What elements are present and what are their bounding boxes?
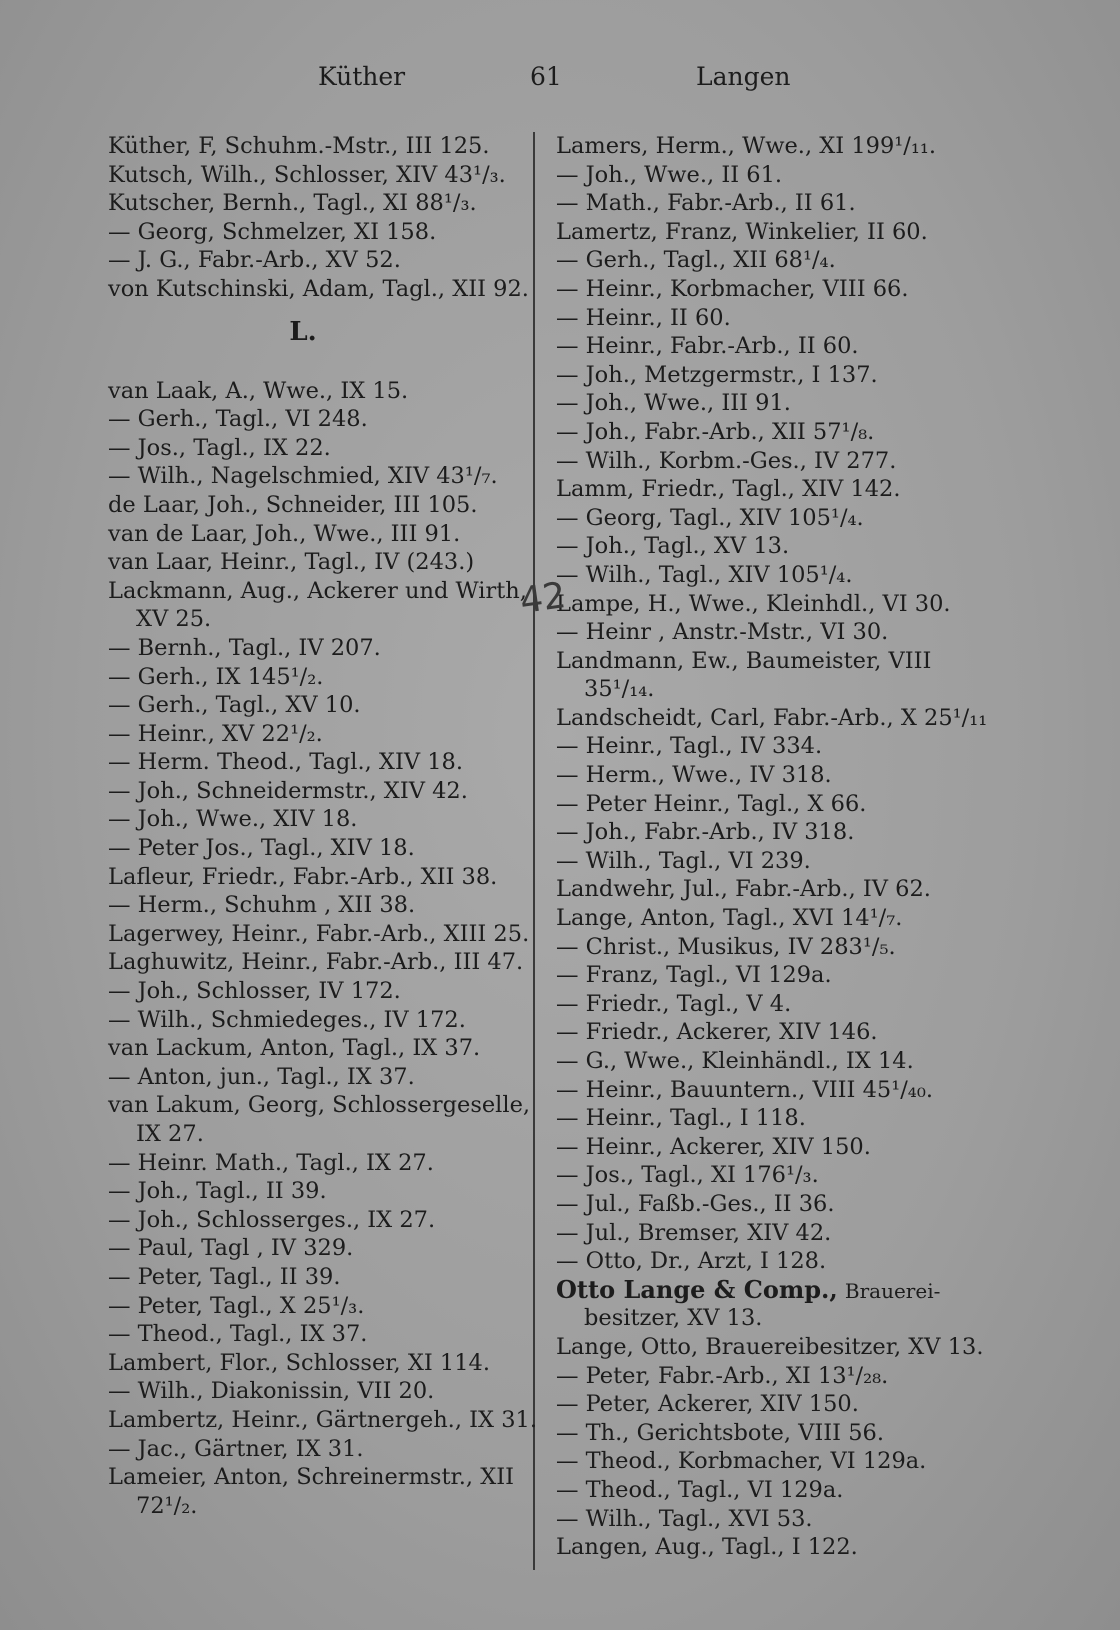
directory-entry: — J. G., Fabr.-Arb., XV 52. xyxy=(108,247,401,274)
directory-entry: — Otto, Dr., Arzt, I 128. xyxy=(556,1248,827,1275)
directory-entry: von Kutschinski, Adam, Tagl., XII 92. xyxy=(108,275,529,302)
directory-entry: — Heinr., Fabr.-Arb., II 60. xyxy=(556,333,859,360)
directory-entry: — Georg, Tagl., XIV 105¹/₄. xyxy=(556,504,864,531)
directory-entry: van Laar, Heinr., Tagl., IV (243.) xyxy=(108,549,475,576)
directory-entry: Lambertz, Heinr., Gärtnergeh., IX 31. xyxy=(108,1406,537,1433)
directory-entry: — Joh., Tagl., II 39. xyxy=(108,1178,327,1205)
directory-entry: — Wilh., Schmiedeges., IV 172. xyxy=(108,1006,466,1033)
header-right-keyword: Langen xyxy=(696,62,791,91)
directory-entry-continuation: IX 27. xyxy=(136,1121,204,1147)
directory-entry: van de Laar, Joh., Wwe., III 91. xyxy=(108,520,461,547)
directory-entry: Langen, Aug., Tagl., I 122. xyxy=(556,1534,858,1561)
directory-entry: — Wilh., Tagl., XVI 53. xyxy=(556,1505,813,1532)
directory-entry: — Gerh., IX 145¹/₂. xyxy=(108,663,324,690)
directory-entry: Landwehr, Jul., Fabr.-Arb., IV 62. xyxy=(556,876,931,903)
directory-entry: — Theod., Tagl., VI 129a. xyxy=(556,1476,844,1503)
directory-entry: — Wilh., Tagl., VI 239. xyxy=(556,847,811,874)
directory-entry: — Joh., Schneidermstr., XIV 42. xyxy=(108,777,468,804)
directory-entry: Lackmann, Aug., Ackerer und Wirth, xyxy=(108,577,527,604)
directory-entry: Laghuwitz, Heinr., Fabr.-Arb., III 47. xyxy=(108,949,524,976)
directory-entry: — Wilh., Tagl., XIV 105¹/₄. xyxy=(556,561,853,588)
directory-entry: — Peter Heinr., Tagl., X 66. xyxy=(556,790,867,817)
directory-entry: — Paul, Tagl , IV 329. xyxy=(108,1235,354,1262)
directory-entry: — Herm., Schuhm , XII 38. xyxy=(108,892,416,919)
directory-entry: Lambert, Flor., Schlosser, XI 114. xyxy=(108,1349,491,1376)
right-column xyxy=(556,132,986,1562)
directory-entry: Lagerwey, Heinr., Fabr.-Arb., XIII 25. xyxy=(108,920,530,947)
directory-entry: Kutsch, Wilh., Schlosser, XIV 43¹/₃. xyxy=(108,161,506,188)
directory-entry: — Heinr., Bauuntern., VIII 45¹/₄₀. xyxy=(556,1076,933,1103)
directory-entry: — Christ., Musikus, IV 283¹/₅. xyxy=(556,933,896,960)
directory-entry: — Friedr., Ackerer, XIV 146. xyxy=(556,1019,878,1046)
directory-entry: Landmann, Ew., Baumeister, VIII xyxy=(556,647,932,674)
directory-entry: Kutscher, Bernh., Tagl., XI 88¹/₃. xyxy=(108,190,477,217)
directory-entry: — Gerh., Tagl., XII 68¹/₄. xyxy=(556,247,836,274)
directory-entry: Lamertz, Franz, Winkelier, II 60. xyxy=(556,218,928,245)
directory-entry: van Lakum, Georg, Schlossergeselle, xyxy=(108,1092,531,1119)
page-number: 61 xyxy=(530,62,562,91)
directory-entry: — Joh., Wwe., XIV 18. xyxy=(108,806,358,833)
directory-entry: — Herm., Wwe., IV 318. xyxy=(556,762,832,789)
directory-entry: Lange, Otto, Brauereibesitzer, XV 13. xyxy=(556,1333,984,1360)
handwritten-annotation: 42 xyxy=(517,575,569,622)
directory-entry: — Bernh., Tagl., IV 207. xyxy=(108,634,381,661)
directory-entry: — Anton, jun., Tagl., IX 37. xyxy=(108,1063,415,1090)
directory-entry: — Heinr., Ackerer, XIV 150. xyxy=(556,1133,871,1160)
directory-entry: — Heinr., Tagl., IV 334. xyxy=(556,733,823,760)
directory-entry: — Peter, Tagl., II 39. xyxy=(108,1263,341,1290)
directory-entry: — Wilh., Nagelschmied, XIV 43¹/₇. xyxy=(108,463,498,490)
firm-occupation: Brauerei- xyxy=(844,1278,941,1303)
directory-entry: — Heinr., Korbmacher, VIII 66. xyxy=(556,275,909,302)
directory-entry: — Joh., Wwe., III 91. xyxy=(556,390,791,417)
directory-entry: — Jul., Faßb.-Ges., II 36. xyxy=(556,1190,835,1217)
directory-entry: Landscheidt, Carl, Fabr.-Arb., X 25¹/₁₁ xyxy=(556,704,988,731)
directory-entry: Lampe, H., Wwe., Kleinhdl., VI 30. xyxy=(556,590,951,617)
directory-entry: — Franz, Tagl., VI 129a. xyxy=(556,962,832,989)
directory-entry: van Lackum, Anton, Tagl., IX 37. xyxy=(108,1035,481,1062)
directory-entry: — Wilh., Korbm.-Ges., IV 277. xyxy=(556,447,897,474)
directory-entry: — Jac., Gärtner, IX 31. xyxy=(108,1435,364,1462)
directory-entry: — Joh., Metzgermstr., I 137. xyxy=(556,361,878,388)
directory-entry: — Peter Jos., Tagl., XIV 18. xyxy=(108,835,415,862)
directory-entry: — Jul., Bremser, XIV 42. xyxy=(556,1219,832,1246)
directory-entry: — Heinr , Anstr.-Mstr., VI 30. xyxy=(556,619,889,646)
directory-entry: — Jos., Tagl., IX 22. xyxy=(108,434,331,461)
directory-entry: — Joh., Fabr.-Arb., IV 318. xyxy=(556,819,855,846)
directory-entry: — Gerh., Tagl., VI 248. xyxy=(108,406,368,433)
directory-entry: — Georg, Schmelzer, XI 158. xyxy=(108,218,437,245)
directory-entry-bold xyxy=(556,1276,986,1305)
directory-entry: — Heinr., Tagl., I 118. xyxy=(556,1105,806,1132)
directory-entry: Lameier, Anton, Schreinermstr., XII xyxy=(108,1464,515,1491)
directory-entry: — G., Wwe., Kleinhändl., IX 14. xyxy=(556,1048,914,1074)
directory-entry: — Joh., Schlosserges., IX 27. xyxy=(108,1206,436,1233)
directory-entry: — Herm. Theod., Tagl., XIV 18. xyxy=(108,749,464,776)
page-header xyxy=(0,62,1120,102)
directory-entry: — Friedr., Tagl., V 4. xyxy=(556,990,792,1017)
directory-entry: de Laar, Joh., Schneider, III 105. xyxy=(108,491,478,518)
directory-entry: Lafleur, Friedr., Fabr.-Arb., XII 38. xyxy=(108,863,498,890)
directory-entry: Lamers, Herm., Wwe., XI 199¹/₁₁. xyxy=(556,133,937,159)
directory-entry: — Jos., Tagl., XI 176¹/₃. xyxy=(556,1162,819,1189)
header-left-keyword: Küther xyxy=(318,62,406,91)
directory-entry-continuation: besitzer, XV 13. xyxy=(584,1305,763,1332)
firm-name: Otto Lange & Comp., xyxy=(556,1274,838,1304)
directory-entry: — Th., Gerichtsbote, VIII 56. xyxy=(556,1419,884,1446)
directory-entry: — Theod., Tagl., IX 37. xyxy=(108,1321,368,1348)
spacer xyxy=(108,361,538,377)
directory-entry: — Peter, Ackerer, XIV 150. xyxy=(556,1391,859,1418)
directory-entry: — Wilh., Diakonissin, VII 20. xyxy=(108,1378,435,1405)
directory-entry: Lamm, Friedr., Tagl., XIV 142. xyxy=(556,476,901,503)
directory-entry: — Joh., Tagl., XV 13. xyxy=(556,533,790,560)
directory-entry: — Math., Fabr.-Arb., II 61. xyxy=(556,190,856,217)
directory-entry: Lange, Anton, Tagl., XVI 14¹/₇. xyxy=(556,905,903,932)
directory-entry: — Joh., Schlosser, IV 172. xyxy=(108,978,401,1005)
directory-entry: van Laak, A., Wwe., IX 15. xyxy=(108,377,409,404)
directory-entry: — Heinr., II 60. xyxy=(556,304,731,331)
directory-entry: — Peter, Tagl., X 25¹/₃. xyxy=(108,1292,365,1319)
directory-entry-continuation: 35¹/₁₄. xyxy=(584,676,655,703)
directory-entry-continuation: 72¹/₂. xyxy=(136,1492,198,1519)
directory-entry: — Peter, Fabr.-Arb., XI 13¹/₂₈. xyxy=(556,1362,889,1389)
directory-entry: — Joh., Fabr.-Arb., XII 57¹/₈. xyxy=(556,418,875,445)
section-letter: L. xyxy=(289,316,317,347)
directory-entry: — Joh., Wwe., II 61. xyxy=(556,161,783,188)
directory-entry-continuation: XV 25. xyxy=(136,606,212,633)
directory-entry: — Theod., Korbmacher, VI 129a. xyxy=(556,1448,927,1475)
directory-entry: — Heinr. Math., Tagl., IX 27. xyxy=(108,1149,434,1176)
directory-entry: — Gerh., Tagl., XV 10. xyxy=(108,692,361,719)
directory-entry: — Heinr., XV 22¹/₂. xyxy=(108,720,323,747)
left-column xyxy=(108,132,538,1520)
directory-entry: Küther, F, Schuhm.-Mstr., III 125. xyxy=(108,133,490,159)
